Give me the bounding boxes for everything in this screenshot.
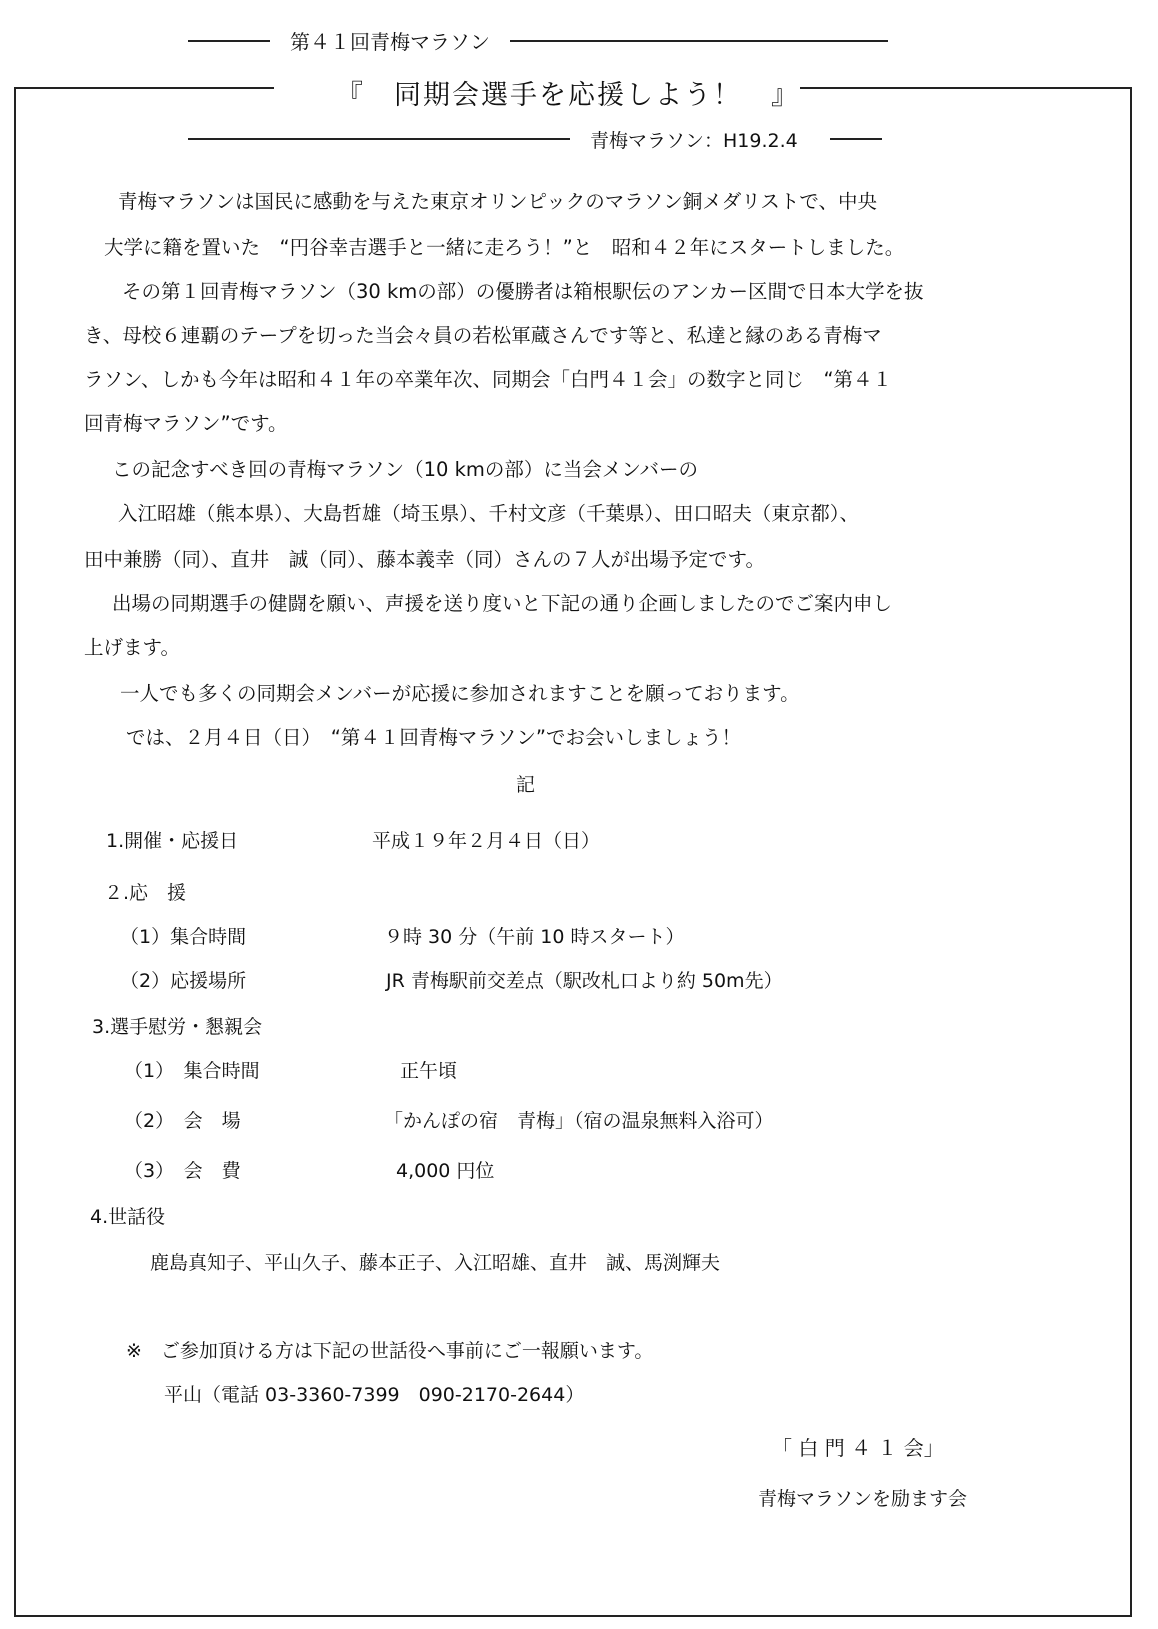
body-line: 上げます。 (84, 636, 180, 659)
ki-heading: 記 (516, 774, 536, 796)
item-2-2-value: JR 青梅駅前交差点（駅改札口より約 50m先） (386, 970, 783, 992)
body-line: 青梅マラソンは国民に感動を与えた東京オリンピックのマラソン銅メダリストで、中央 (118, 190, 877, 213)
divider (830, 138, 882, 140)
item-2-1-value: ９時 30 分（午前 10 時スタート） (384, 926, 685, 948)
item-2-2-label: （2）応援場所 (120, 970, 247, 992)
item-3-2-value: 「かんぽの宿 青梅」（宿の温泉無料入浴可） (384, 1110, 774, 1132)
body-line: 一人でも多くの同期会メンバーが応援に参加されますことを願っております。 (120, 682, 800, 705)
body-line: その第１回青梅マラソン（30 kmの部）の優勝者は箱根駅伝のアンカー区間で日本大学を抜 (122, 280, 924, 303)
series-title: 第４１回青梅マラソン (290, 30, 490, 54)
signature-group: 青梅マラソンを励ます会 (758, 1488, 968, 1510)
divider (800, 87, 1130, 89)
item-3-1-label: （1） 集合時間 (124, 1060, 260, 1082)
item-1-value: 平成１９年２月４日（日） (372, 830, 601, 852)
item-3-3-label: （3） 会 費 (124, 1160, 241, 1182)
date-line: 青梅マラソン：H19.2.4 (590, 130, 798, 152)
divider (510, 40, 888, 42)
body-line: 回青梅マラソン”です。 (84, 412, 288, 435)
item-3-1-value: 正午頃 (400, 1060, 458, 1082)
item-1-label: 1.開催・応援日 (106, 830, 239, 852)
body-line: では、２月４日（日） “第４１回青梅マラソン”でお会いしましょう！ (126, 726, 741, 749)
body-line: 大学に籍を置いた “円谷幸吉選手と一緒に走ろう！”と 昭和４２年にスタートしました。 (104, 236, 905, 259)
item-2-1-label: （1）集合時間 (120, 926, 247, 948)
body-line: き、母校６連覇のテープを切った当会々員の若松軍蔵さんです等と、私達と縁のある青梅マ (84, 324, 882, 347)
body-line: ラソン、しかも今年は昭和４１年の卒業年次、同期会「白門４１会」の数字と同じ “第４１ (84, 368, 893, 391)
body-line: この記念すべき回の青梅マラソン（10 kmの部）に当会メンバーの (112, 458, 699, 481)
main-title: 『 同期会選手を応援しよう！ 』 (336, 80, 800, 111)
item-4-label: 4.世話役 (90, 1206, 166, 1228)
item-4-value: 鹿島真知子、平山久子、藤本正子、入江昭雄、直井 誠、馬渕輝夫 (150, 1252, 721, 1274)
divider (188, 138, 570, 140)
body-line: 田中兼勝（同）、直井 誠（同）、藤本義幸（同）さんの７人が出場予定です。 (84, 548, 765, 571)
item-3-2-label: （2） 会 場 (124, 1110, 241, 1132)
item-2-label: ２.応 援 (104, 882, 187, 904)
contact-line: 平山（電話 03-3360-7399 090-2170-2644） (164, 1384, 585, 1406)
item-3-3-value: 4,000 円位 (396, 1160, 495, 1182)
body-line: 出場の同期選手の健闘を願い、声援を送り度いと下記の通り企画しましたのでご案内申し (112, 592, 893, 615)
note-line: ※ ご参加頂ける方は下記の世話役へ事前にご一報願います。 (126, 1340, 654, 1362)
divider (188, 40, 270, 42)
item-3-label: 3.選手慰労・懇親会 (92, 1016, 263, 1038)
divider (14, 87, 274, 89)
signature-org: 「 白 門 ４ １ 会」 (772, 1436, 944, 1460)
body-line: 入江昭雄（熊本県）、大島哲雄（埼玉県）、千村文彦（千葉県）、田口昭夫（東京都）、 (118, 502, 860, 525)
